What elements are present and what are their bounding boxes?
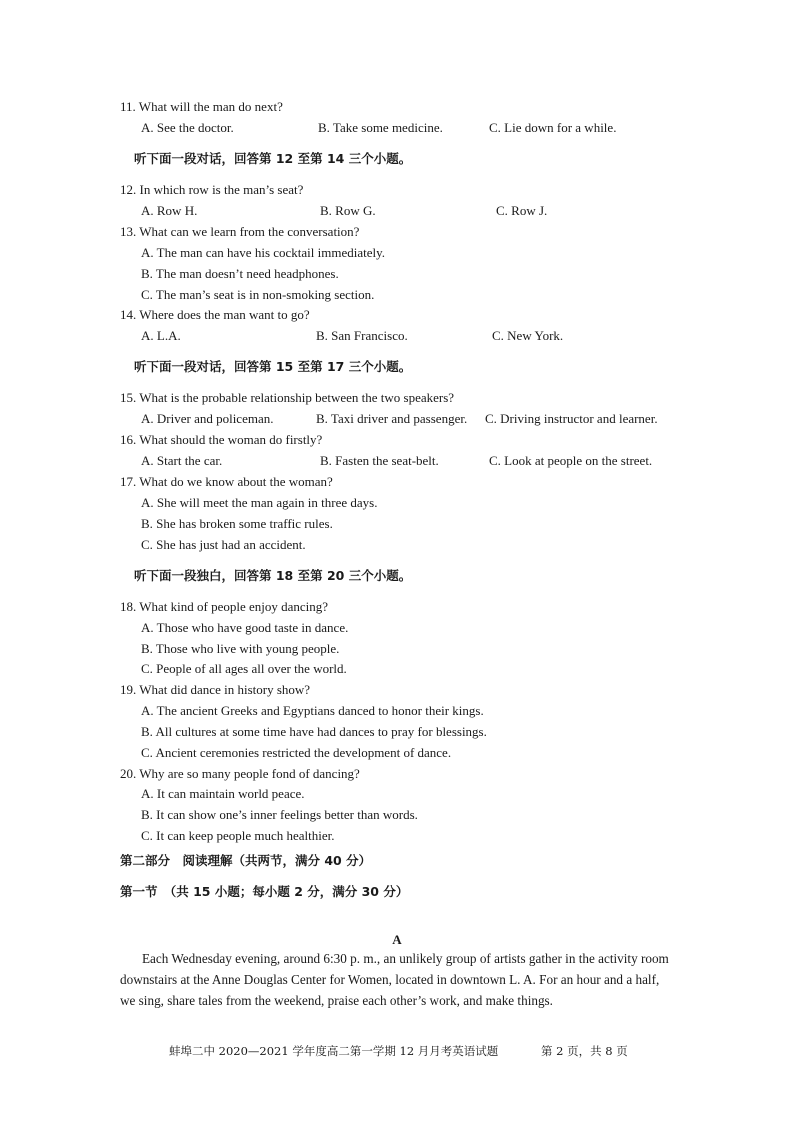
question-20-option-b: B. It can show one’s inner feelings better than words.	[141, 807, 418, 822]
question-17-option-b: B. She has broken some traffic rules.	[141, 516, 333, 531]
question-19-stem: 19. What did dance in history show?	[120, 682, 311, 697]
part2-heading: 第二部分 阅读理解（共两节，满分 40 分）	[120, 853, 372, 868]
question-18-option-a: A. Those who have good taste in dance.	[141, 620, 349, 635]
question-19-option-a: A. The ancient Greeks and Egyptians danced to honor their kings.	[141, 703, 484, 718]
question-12-stem: 12. In which row is the man’s seat?	[120, 182, 304, 197]
question-20-option-c: C. It can keep people much healthier.	[141, 828, 335, 843]
question-14-option-a: A. L.A.	[141, 328, 181, 343]
question-12-option-c: C. Row J.	[496, 203, 548, 218]
question-16-stem: 16. What should the woman do firstly?	[120, 432, 323, 447]
question-20-stem: 20. Why are so many people fond of dancing?	[120, 766, 360, 781]
question-11-option-c: C. Lie down for a while.	[489, 120, 617, 135]
footer-page-number: 第 2 页，共 8 页	[541, 1044, 628, 1058]
question-12-option-a: A. Row H.	[141, 203, 198, 218]
question-13-stem: 13. What can we learn from the conversation?	[120, 224, 360, 239]
instruction-15-17: 听下面一段对话，回答第 15 至第 17 三个小题。	[134, 359, 412, 374]
question-15-stem: 15. What is the probable relationship between the two speakers?	[120, 390, 455, 405]
question-15-option-b: B. Taxi driver and passenger.	[316, 411, 468, 426]
question-17-option-c: C. She has just had an accident.	[141, 537, 306, 552]
question-11-option-b: B. Take some medicine.	[318, 120, 443, 135]
question-12-option-b: B. Row G.	[320, 203, 376, 218]
question-16-option-a: A. Start the car.	[141, 453, 223, 468]
question-11-stem: 11. What will the man do next?	[120, 99, 283, 114]
question-13-option-b: B. The man doesn’t need headphones.	[141, 266, 339, 281]
question-18-option-c: C. People of all ages all over the world.	[141, 661, 347, 676]
question-15-option-a: A. Driver and policeman.	[141, 411, 274, 426]
passage-title: A	[392, 932, 402, 947]
section1-heading: 第一节 （共 15 小题；每小题 2 分，满分 30 分）	[120, 884, 409, 899]
passage-paragraph: Each Wednesday evening, around 6:30 p. m., an unlikely group of artists gather in the activity room downstairs at the Anne Douglas Center for Women, located in downtown L. A. For an hour and a half, we sing, share tales from the weekend, praise each other’s work, and make things.	[120, 951, 669, 1008]
question-11-option-a: A. See the doctor.	[141, 120, 234, 135]
question-13-option-c: C. The man’s seat is in non-smoking section.	[141, 287, 375, 302]
instruction-12-14: 听下面一段对话，回答第 12 至第 14 三个小题。	[134, 151, 412, 166]
instruction-18-20: 听下面一段独白，回答第 18 至第 20 三个小题。	[134, 568, 412, 583]
question-18-option-b: B. Those who live with young people.	[141, 641, 340, 656]
question-16-option-c: C. Look at people on the street.	[489, 453, 653, 468]
question-19-option-b: B. All cultures at some time have had dances to pray for blessings.	[141, 724, 487, 739]
question-16-option-b: B. Fasten the seat-belt.	[320, 453, 439, 468]
question-17-stem: 17. What do we know about the woman?	[120, 474, 333, 489]
question-13-option-a: A. The man can have his cocktail immediately.	[141, 245, 386, 260]
question-14-stem: 14. Where does the man want to go?	[120, 307, 310, 322]
question-14-option-c: C. New York.	[492, 328, 564, 343]
question-15-option-c: C. Driving instructor and learner.	[485, 411, 658, 426]
question-14-option-b: B. San Francisco.	[316, 328, 408, 343]
question-17-option-a: A. She will meet the man again in three days.	[141, 495, 378, 510]
question-18-stem: 18. What kind of people enjoy dancing?	[120, 599, 329, 614]
question-19-option-c: C. Ancient ceremonies restricted the development of dance.	[141, 745, 452, 760]
footer-exam-title: 蚌埠二中 2020—2021 学年度高二第一学期 12 月月考英语试题	[169, 1044, 499, 1058]
question-20-option-a: A. It can maintain world peace.	[141, 786, 305, 801]
